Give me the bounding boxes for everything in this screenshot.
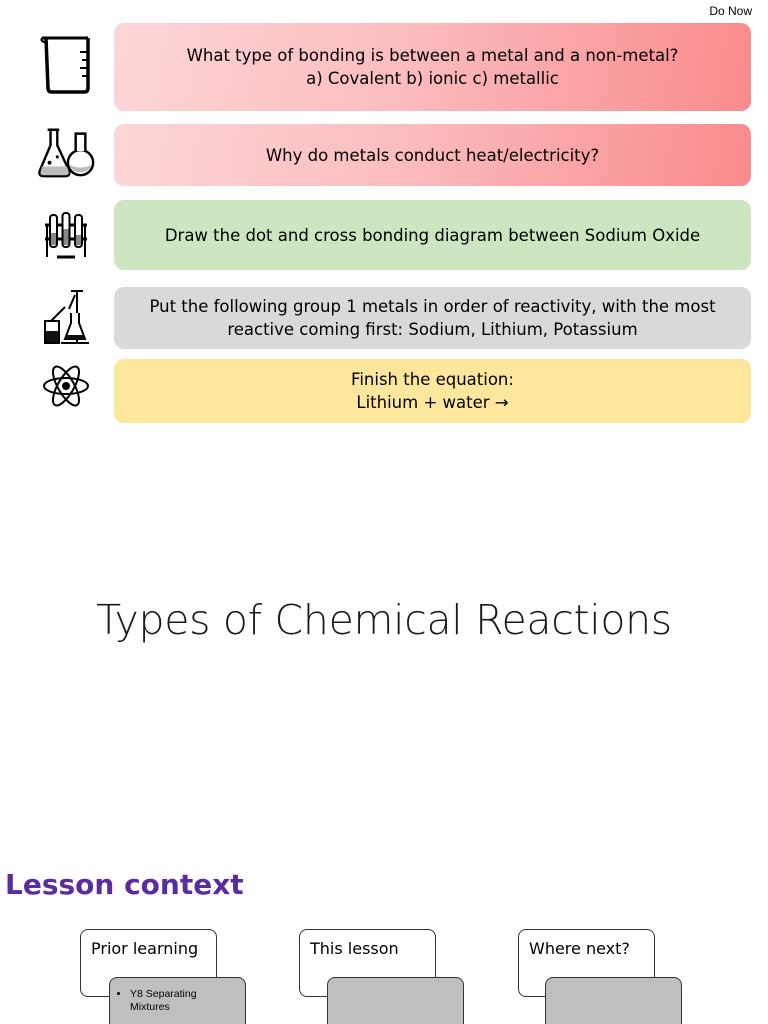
do-now-label: Do Now [709, 4, 752, 18]
this-lesson-label: This lesson [310, 939, 399, 958]
lesson-context-heading: Lesson context [5, 868, 244, 901]
question-5-line-2: Lithium + water → [356, 393, 509, 412]
question-4-line-2: reactive coming first: Sodium, Lithium, Potassium [227, 320, 638, 339]
question-box-4 [114, 287, 751, 349]
question-1-line-2: a) Covalent b) ionic c) metallic [306, 69, 559, 88]
question-box-2 [114, 124, 751, 186]
question-4-line-1: Put the following group 1 metals in order of reactivity, with the most [149, 297, 716, 316]
slide-title: Types of Chemical Reactions [96, 596, 672, 644]
question-box-5 [114, 359, 751, 423]
test-tube-rack-icon [36, 208, 96, 262]
beaker-icon [36, 30, 96, 94]
question-5-line-1: Finish the equation: [351, 370, 514, 389]
prior-learning-item: • Y8 Separating Mixtures [130, 988, 237, 1014]
flasks-icon [36, 122, 96, 182]
question-1-line-1: What type of bonding is between a metal and a non-metal? [186, 46, 679, 65]
question-box-1 [114, 23, 751, 111]
prior-learning-detail [109, 977, 246, 1024]
where-next-label: Where next? [529, 939, 630, 958]
where-next-detail [545, 977, 682, 1024]
prior-learning-label: Prior learning [91, 939, 199, 958]
this-lesson-detail [327, 977, 464, 1024]
question-3-line-1: Draw the dot and cross bonding diagram between Sodium Oxide [164, 225, 701, 245]
question-2-line-1: Why do metals conduct heat/electricity? [265, 145, 600, 165]
distillation-icon [36, 286, 96, 346]
question-box-3 [114, 200, 751, 270]
atom-icon [36, 362, 96, 410]
